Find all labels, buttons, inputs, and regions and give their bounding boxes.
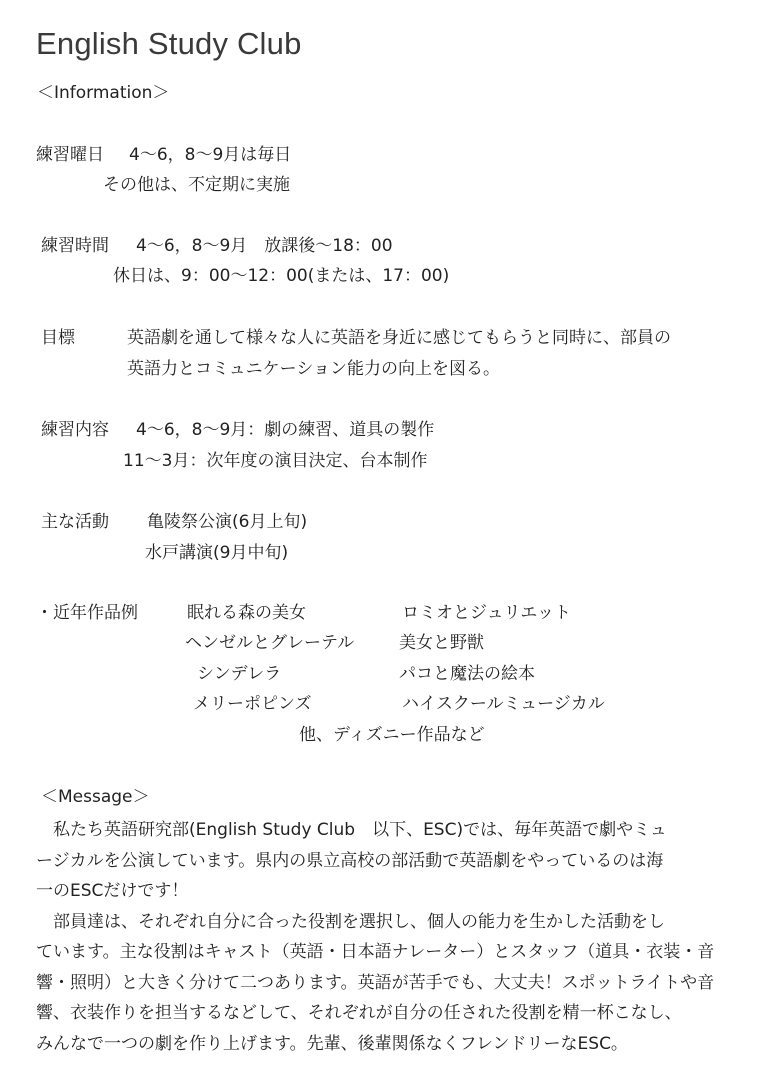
practice-time-line-2: 休日は、9：00〜12：00(または、17：00) bbox=[113, 266, 450, 286]
practice-content-label: 練習内容 bbox=[41, 420, 109, 440]
practice-days-label: 練習曜日 bbox=[36, 145, 104, 165]
work-item: メリーポピンズ bbox=[193, 694, 312, 714]
work-item: 美女と野獣 bbox=[399, 633, 484, 653]
practice-time-line-1: 4〜6，8〜9月 放課後〜18：00 bbox=[136, 236, 393, 256]
message-line: 響・照明）と大きく分けて二つあります。英語が苦手でも、大丈夫！スポットライトや音 bbox=[36, 972, 715, 993]
practice-days-line-2: その他は、不定期に実施 bbox=[103, 175, 290, 195]
goal-label: 目標 bbox=[41, 328, 75, 348]
main-activities-line-1: 亀陵祭公演(6月上旬) bbox=[147, 512, 308, 532]
work-item: シンデレラ bbox=[197, 664, 282, 684]
practice-time-label: 練習時間 bbox=[41, 236, 109, 256]
work-item: ハイスクールミュージカル bbox=[402, 694, 605, 714]
message-line: みんなで一つの劇を作り上げます。先輩、後輩関係なくフレンドリーなESC。 bbox=[36, 1033, 628, 1054]
message-line: ています。主な役割はキャスト（英語・日本語ナレーター）とスタッフ（道具・衣装・音 bbox=[36, 942, 715, 962]
message-line: 響、衣装作りを担当するなどして、それぞれが自分の任された役割を精一杯こなし、 bbox=[36, 1003, 682, 1023]
practice-days-line-1: 4〜6，8〜9月は毎日 bbox=[129, 145, 292, 165]
page-title: English Study Club bbox=[36, 26, 302, 61]
main-activities-line-2: 水戸講演(9月中旬) bbox=[145, 543, 289, 563]
message-heading: ＜Message＞ bbox=[41, 787, 150, 807]
work-item: ロミオとジュリエット bbox=[402, 603, 571, 623]
goal-line-2: 英語力とコミュニケーション能力の向上を図る。 bbox=[127, 359, 500, 379]
message-line: 部員達は、それぞれ自分に合った役割を選択し、個人の能力を生かした活動をし bbox=[36, 911, 665, 932]
goal-line-1: 英語劇を通して様々な人に英語を身近に感じてもらうと同時に、部員の bbox=[127, 328, 671, 348]
information-heading: ＜Information＞ bbox=[37, 83, 170, 103]
message-line: ージカルを公演しています。県内の県立高校の部活動で英語劇をやっているのは海 bbox=[36, 850, 664, 871]
message-body bbox=[36, 815, 752, 1059]
message-line: 私たち英語研究部(English Study Club 以下、ESC)では、毎年英語で劇やミュ bbox=[36, 820, 667, 840]
message-line: 一のESCだけです！ bbox=[36, 881, 189, 901]
practice-content-line-2: 11〜3月：次年度の演目決定、台本制作 bbox=[123, 451, 428, 471]
recent-works-label: ・近年作品例 bbox=[36, 603, 138, 623]
recent-works-footer: 他、ディズニー作品など bbox=[299, 725, 485, 745]
work-item: ヘンゼルとグレーテル bbox=[185, 633, 355, 653]
practice-content-line-1: 4〜6，8〜9月：劇の練習、道具の製作 bbox=[136, 420, 435, 440]
work-item: 眠れる森の美女 bbox=[187, 603, 306, 623]
work-item: パコと魔法の絵本 bbox=[399, 664, 535, 684]
main-activities-label: 主な活動 bbox=[41, 512, 109, 532]
